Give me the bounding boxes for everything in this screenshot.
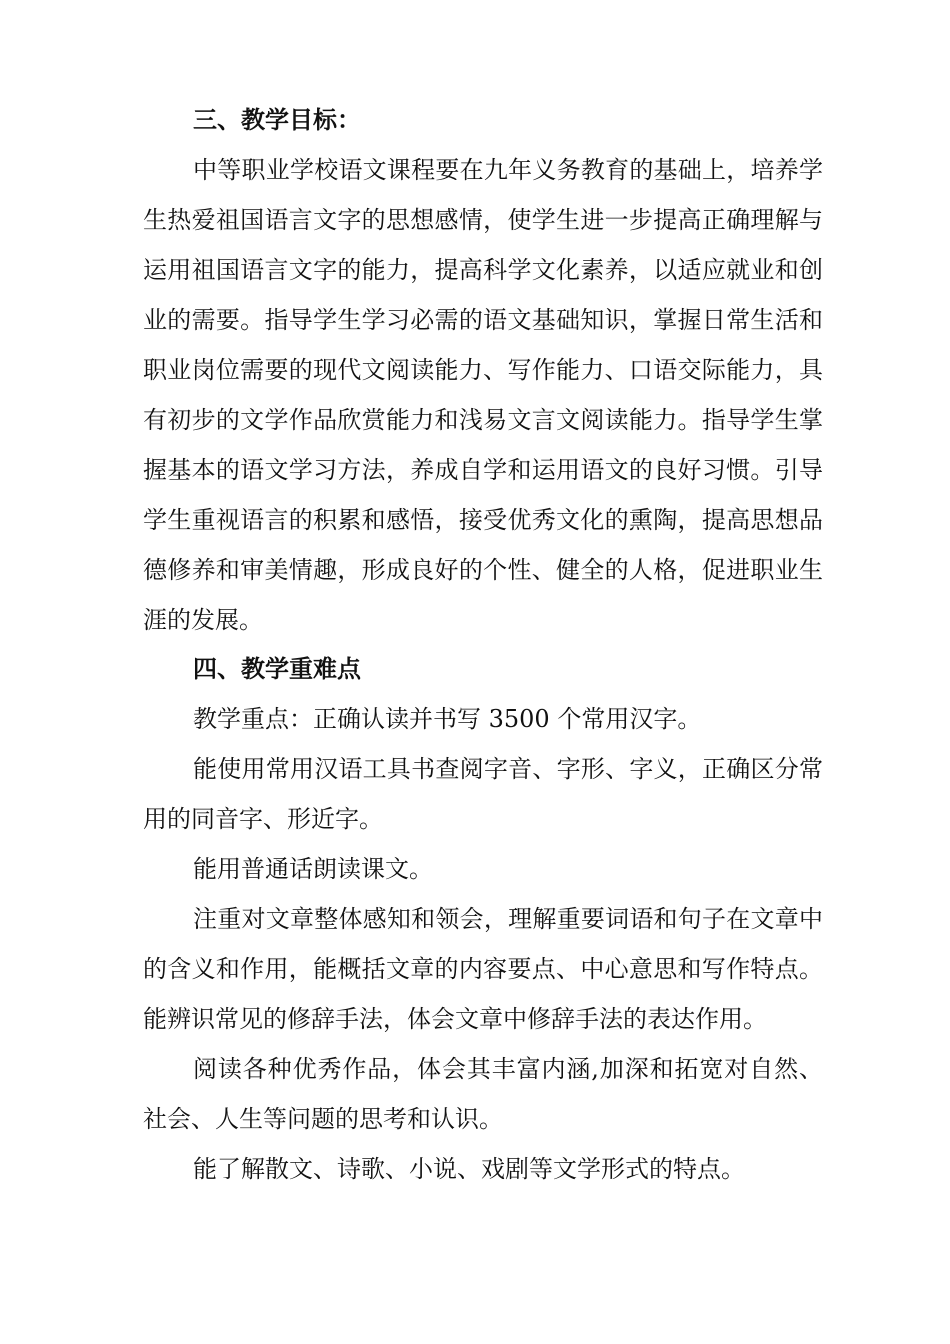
paragraph-line: 的含义和作用，能概括文章的内容要点、中心意思和写作特点。 bbox=[143, 955, 823, 983]
section-3-heading: 三、教学目标： bbox=[193, 106, 361, 134]
paragraph-line: 能用普通话朗读课文。 bbox=[193, 855, 433, 883]
paragraph-line: 能辨识常见的修辞手法，体会文章中修辞手法的表达作用。 bbox=[143, 1005, 767, 1033]
key-point-line: 教学重点：正确认读并书写 3500 个常用汉字。 bbox=[193, 705, 702, 733]
paragraph-line: 用的同音字、形近字。 bbox=[143, 805, 383, 833]
paragraph-line: 能使用常用汉语工具书查阅字音、字形、字义，正确区分常 bbox=[193, 755, 823, 783]
paragraph-line: 涯的发展。 bbox=[143, 606, 263, 634]
paragraph-line: 社会、人生等问题的思考和认识。 bbox=[143, 1105, 503, 1133]
paragraph-line: 中等职业学校语文课程要在九年义务教育的基础上，培养学 bbox=[193, 156, 823, 184]
paragraph-line: 业的需要。指导学生学习必需的语文基础知识，掌握日常生活和 bbox=[143, 306, 823, 334]
paragraph-line: 德修养和审美情趣，形成良好的个性、健全的人格，促进职业生 bbox=[143, 556, 823, 584]
paragraph-line: 能了解散文、诗歌、小说、戏剧等文学形式的特点。 bbox=[193, 1155, 745, 1183]
paragraph-line: 注重对文章整体感知和领会，理解重要词语和句子在文章中 bbox=[193, 905, 823, 933]
paragraph-line: 职业岗位需要的现代文阅读能力、写作能力、口语交际能力，具 bbox=[143, 356, 823, 384]
paragraph-line: 生热爱祖国语言文字的思想感情，使学生进一步提高正确理解与 bbox=[143, 206, 823, 234]
section-4-heading: 四、教学重难点 bbox=[193, 655, 361, 683]
paragraph-line: 握基本的语文学习方法，养成自学和运用语文的良好习惯。引导 bbox=[143, 456, 823, 484]
paragraph-line: 阅读各种优秀作品，体会其丰富内涵,加深和拓宽对自然、 bbox=[193, 1055, 823, 1083]
paragraph-line: 运用祖国语言文字的能力，提高科学文化素养，以适应就业和创 bbox=[143, 256, 823, 284]
paragraph-line: 有初步的文学作品欣赏能力和浅易文言文阅读能力。指导学生掌 bbox=[143, 406, 823, 434]
paragraph-line: 学生重视语言的积累和感悟，接受优秀文化的熏陶，提高思想品 bbox=[143, 506, 823, 534]
